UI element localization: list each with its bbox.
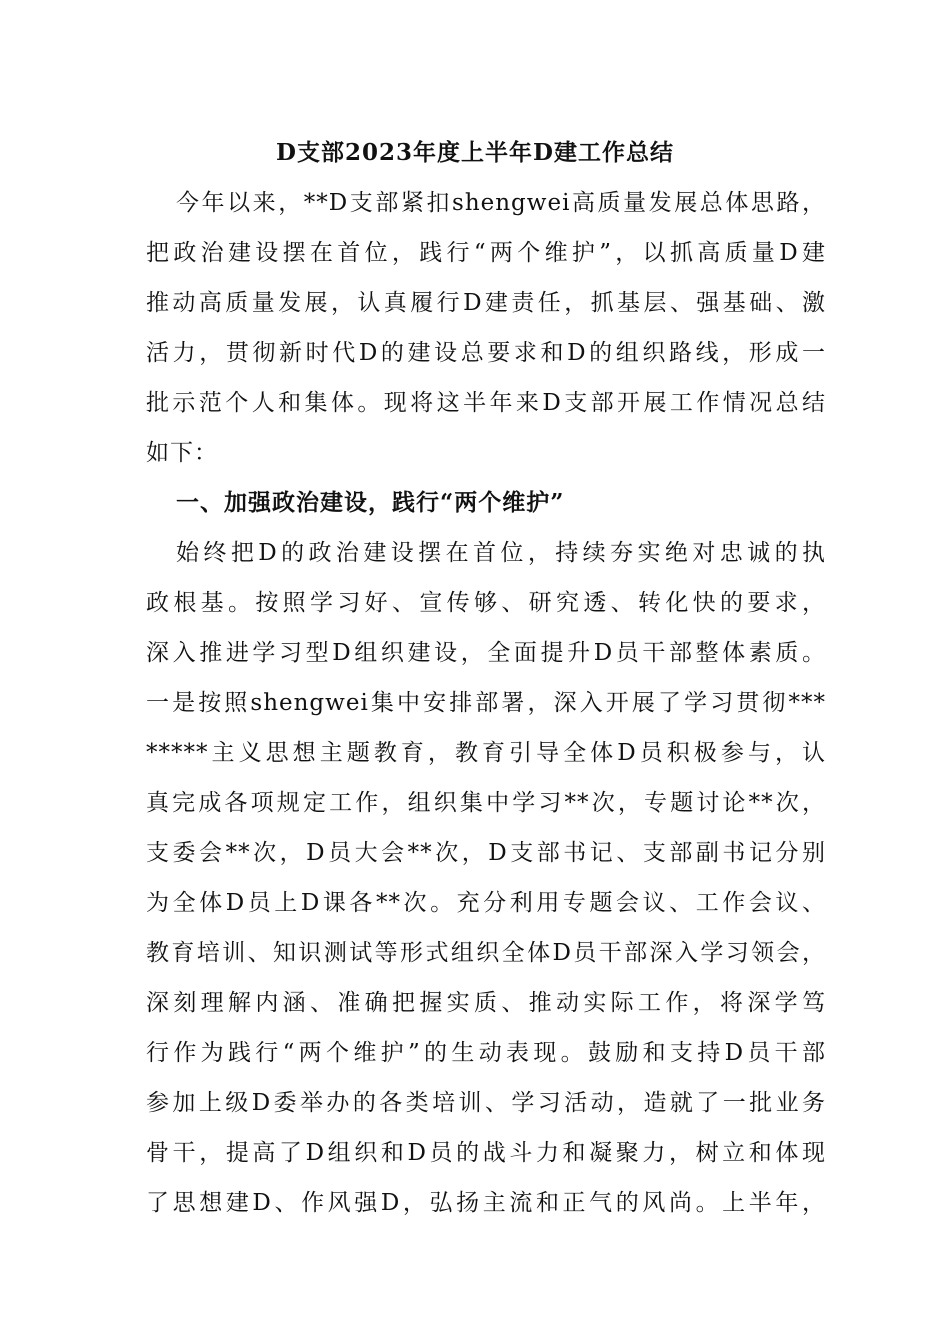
paragraph-line: 真完成各项规定工作，组织集中学习**次，专题讨论**次， bbox=[146, 790, 826, 816]
paragraph-line: 支委会**次，D员大会**次，D支部书记、支部副书记分别 bbox=[146, 840, 826, 866]
paragraph-line: 深刻理解内涵、准确把握实质、推动实际工作，将深学笃 bbox=[146, 990, 826, 1016]
paragraph-line: 教育培训、知识测试等形式组织全体D员干部深入学习领会， bbox=[146, 940, 826, 966]
paragraph-line: 行作为践行“两个维护”的生动表现。鼓励和支持D员干部 bbox=[146, 1040, 826, 1066]
paragraph-line: 骨干，提高了D组织和D员的战斗力和凝聚力，树立和体现 bbox=[146, 1140, 826, 1166]
paragraph-line: *****主义思想主题教育，教育引导全体D员积极参与，认 bbox=[146, 740, 826, 766]
paragraph-line: 始终把D的政治建设摆在首位，持续夯实绝对忠诚的执 bbox=[176, 540, 826, 566]
paragraph-line: 今年以来，**D支部紧扣shengwei高质量发展总体思路， bbox=[176, 190, 826, 216]
paragraph-line: 参加上级D委举办的各类培训、学习活动，造就了一批业务 bbox=[146, 1090, 826, 1116]
paragraph-line: 深入推进学习型D组织建设，全面提升D员干部整体素质。 bbox=[146, 640, 826, 666]
paragraph-line: 为全体D员上D课各**次。充分利用专题会议、工作会议、 bbox=[146, 890, 826, 916]
paragraph-line: 批示范个人和集体。现将这半年来D支部开展工作情况总结 bbox=[146, 390, 826, 416]
paragraph-line: 如下： bbox=[146, 440, 218, 466]
paragraph-line: 一是按照shengwei集中安排部署，深入开展了学习贯彻*** bbox=[146, 690, 826, 716]
paragraph-line: 了思想建D、作风强D，弘扬主流和正气的风尚。上半年， bbox=[146, 1190, 826, 1216]
document-title: D支部2023年度上半年D建工作总结 bbox=[276, 139, 674, 166]
paragraph-line: 活力，贯彻新时代D的建设总要求和D的组织路线，形成一 bbox=[146, 340, 826, 366]
paragraph-line: 推动高质量发展，认真履行D建责任，抓基层、强基础、激 bbox=[146, 290, 826, 316]
paragraph-line: 政根基。按照学习好、宣传够、研究透、转化快的要求， bbox=[146, 590, 826, 616]
section-heading: 一、加强政治建设，践行“两个维护” bbox=[176, 489, 565, 516]
paragraph-line: 把政治建设摆在首位，践行“两个维护”，以抓高质量D建 bbox=[146, 240, 826, 266]
